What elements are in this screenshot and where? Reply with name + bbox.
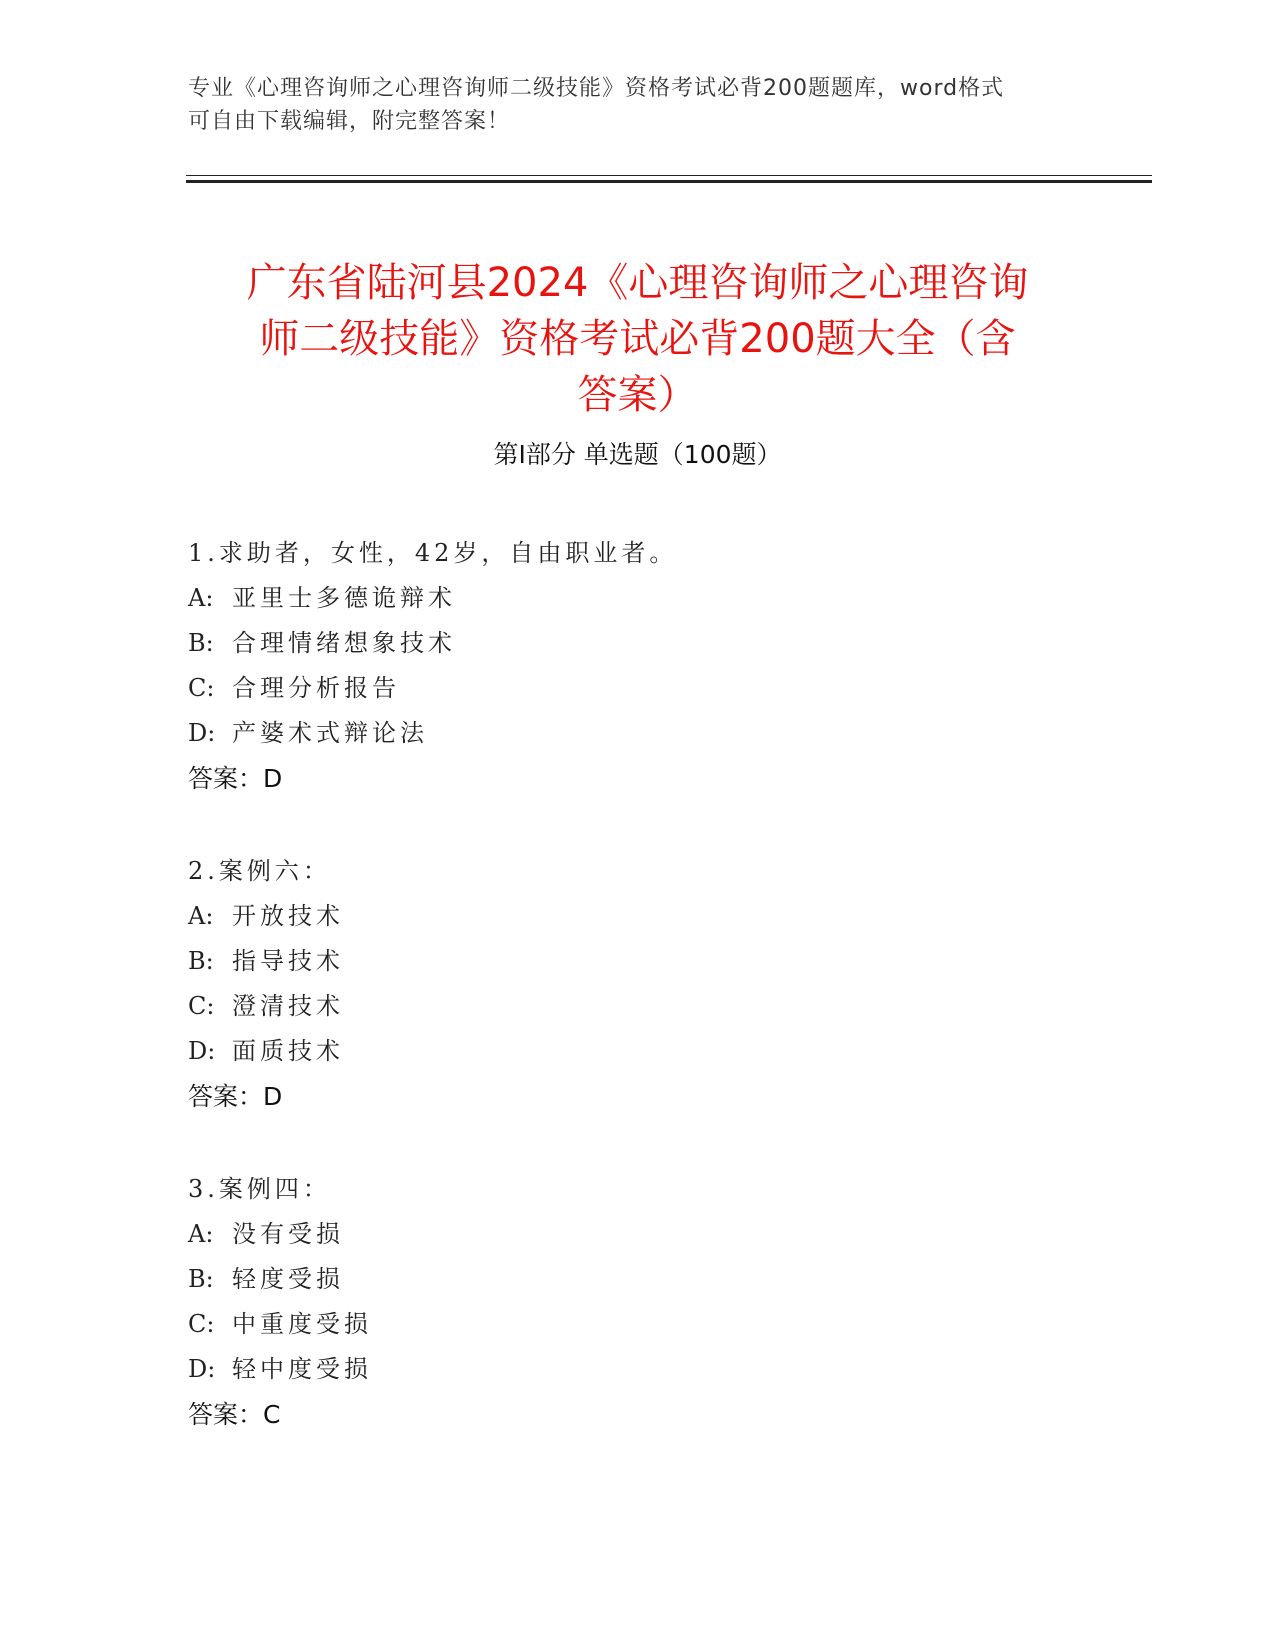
option-a <box>188 576 1088 621</box>
option-text: 没有受损 <box>232 1220 344 1248</box>
header-divider-thin <box>186 175 1152 176</box>
option-d <box>188 1029 1088 1074</box>
option-b <box>188 1257 1088 1302</box>
header-divider-thick <box>186 180 1152 183</box>
option-key: A: <box>188 584 214 612</box>
option-b <box>188 621 1088 666</box>
option-text: 亚里士多德诡辩术 <box>232 584 456 612</box>
option-key: C: <box>188 674 215 702</box>
option-a <box>188 1212 1088 1257</box>
option-text: 指导技术 <box>232 947 344 975</box>
option-text: 产婆术式辩论法 <box>232 719 428 747</box>
header-note <box>188 72 1088 138</box>
option-key: B: <box>188 629 214 657</box>
option-key: B: <box>188 1265 214 1293</box>
document-title-line-3: 答案） <box>577 371 698 418</box>
option-key: A: <box>188 1220 214 1248</box>
question-stem: 1.求助者，女性，42岁，自由职业者。 <box>188 539 678 567</box>
answer-line: 答案：D <box>188 1082 283 1111</box>
question-3 <box>188 1166 1088 1438</box>
option-text: 轻中度受损 <box>232 1355 372 1383</box>
option-key: C: <box>188 1310 215 1338</box>
option-a <box>188 894 1088 939</box>
option-text: 中重度受损 <box>232 1310 372 1338</box>
document-title <box>150 255 1125 423</box>
option-text: 轻度受损 <box>232 1265 344 1293</box>
question-list <box>188 530 1088 1484</box>
option-c <box>188 666 1088 711</box>
header-note-line-1: 专业《心理咨询师之心理咨询师二级技能》资格考试必背200题题库，word格式 <box>188 76 1005 101</box>
option-key: D: <box>188 1037 216 1065</box>
option-d <box>188 711 1088 756</box>
question-2 <box>188 848 1088 1120</box>
option-c <box>188 984 1088 1029</box>
option-d <box>188 1347 1088 1392</box>
option-key: A: <box>188 902 214 930</box>
option-key: B: <box>188 947 214 975</box>
option-key: D: <box>188 1355 216 1383</box>
option-text: 合理情绪想象技术 <box>232 629 456 657</box>
option-text: 面质技术 <box>232 1037 344 1065</box>
answer-line: 答案：D <box>188 764 283 793</box>
question-stem: 3.案例四： <box>188 1175 331 1203</box>
option-key: C: <box>188 992 215 1020</box>
option-c <box>188 1302 1088 1347</box>
question-1 <box>188 530 1088 802</box>
header-note-line-2: 可自由下载编辑，附完整答案！ <box>188 109 511 134</box>
option-text: 合理分析报告 <box>232 674 400 702</box>
option-b <box>188 939 1088 984</box>
option-text: 开放技术 <box>232 902 344 930</box>
document-title-line-1: 广东省陆河县2024《心理咨询师之心理咨询 <box>246 259 1029 306</box>
answer-line: 答案：C <box>188 1400 281 1429</box>
option-text: 澄清技术 <box>232 992 344 1020</box>
question-stem: 2.案例六： <box>188 857 331 885</box>
section-title: 第Ⅰ部分 单选题（100题） <box>493 440 782 469</box>
option-key: D: <box>188 719 216 747</box>
document-title-line-2: 师二级技能》资格考试必背200题大全（含 <box>259 315 1016 362</box>
